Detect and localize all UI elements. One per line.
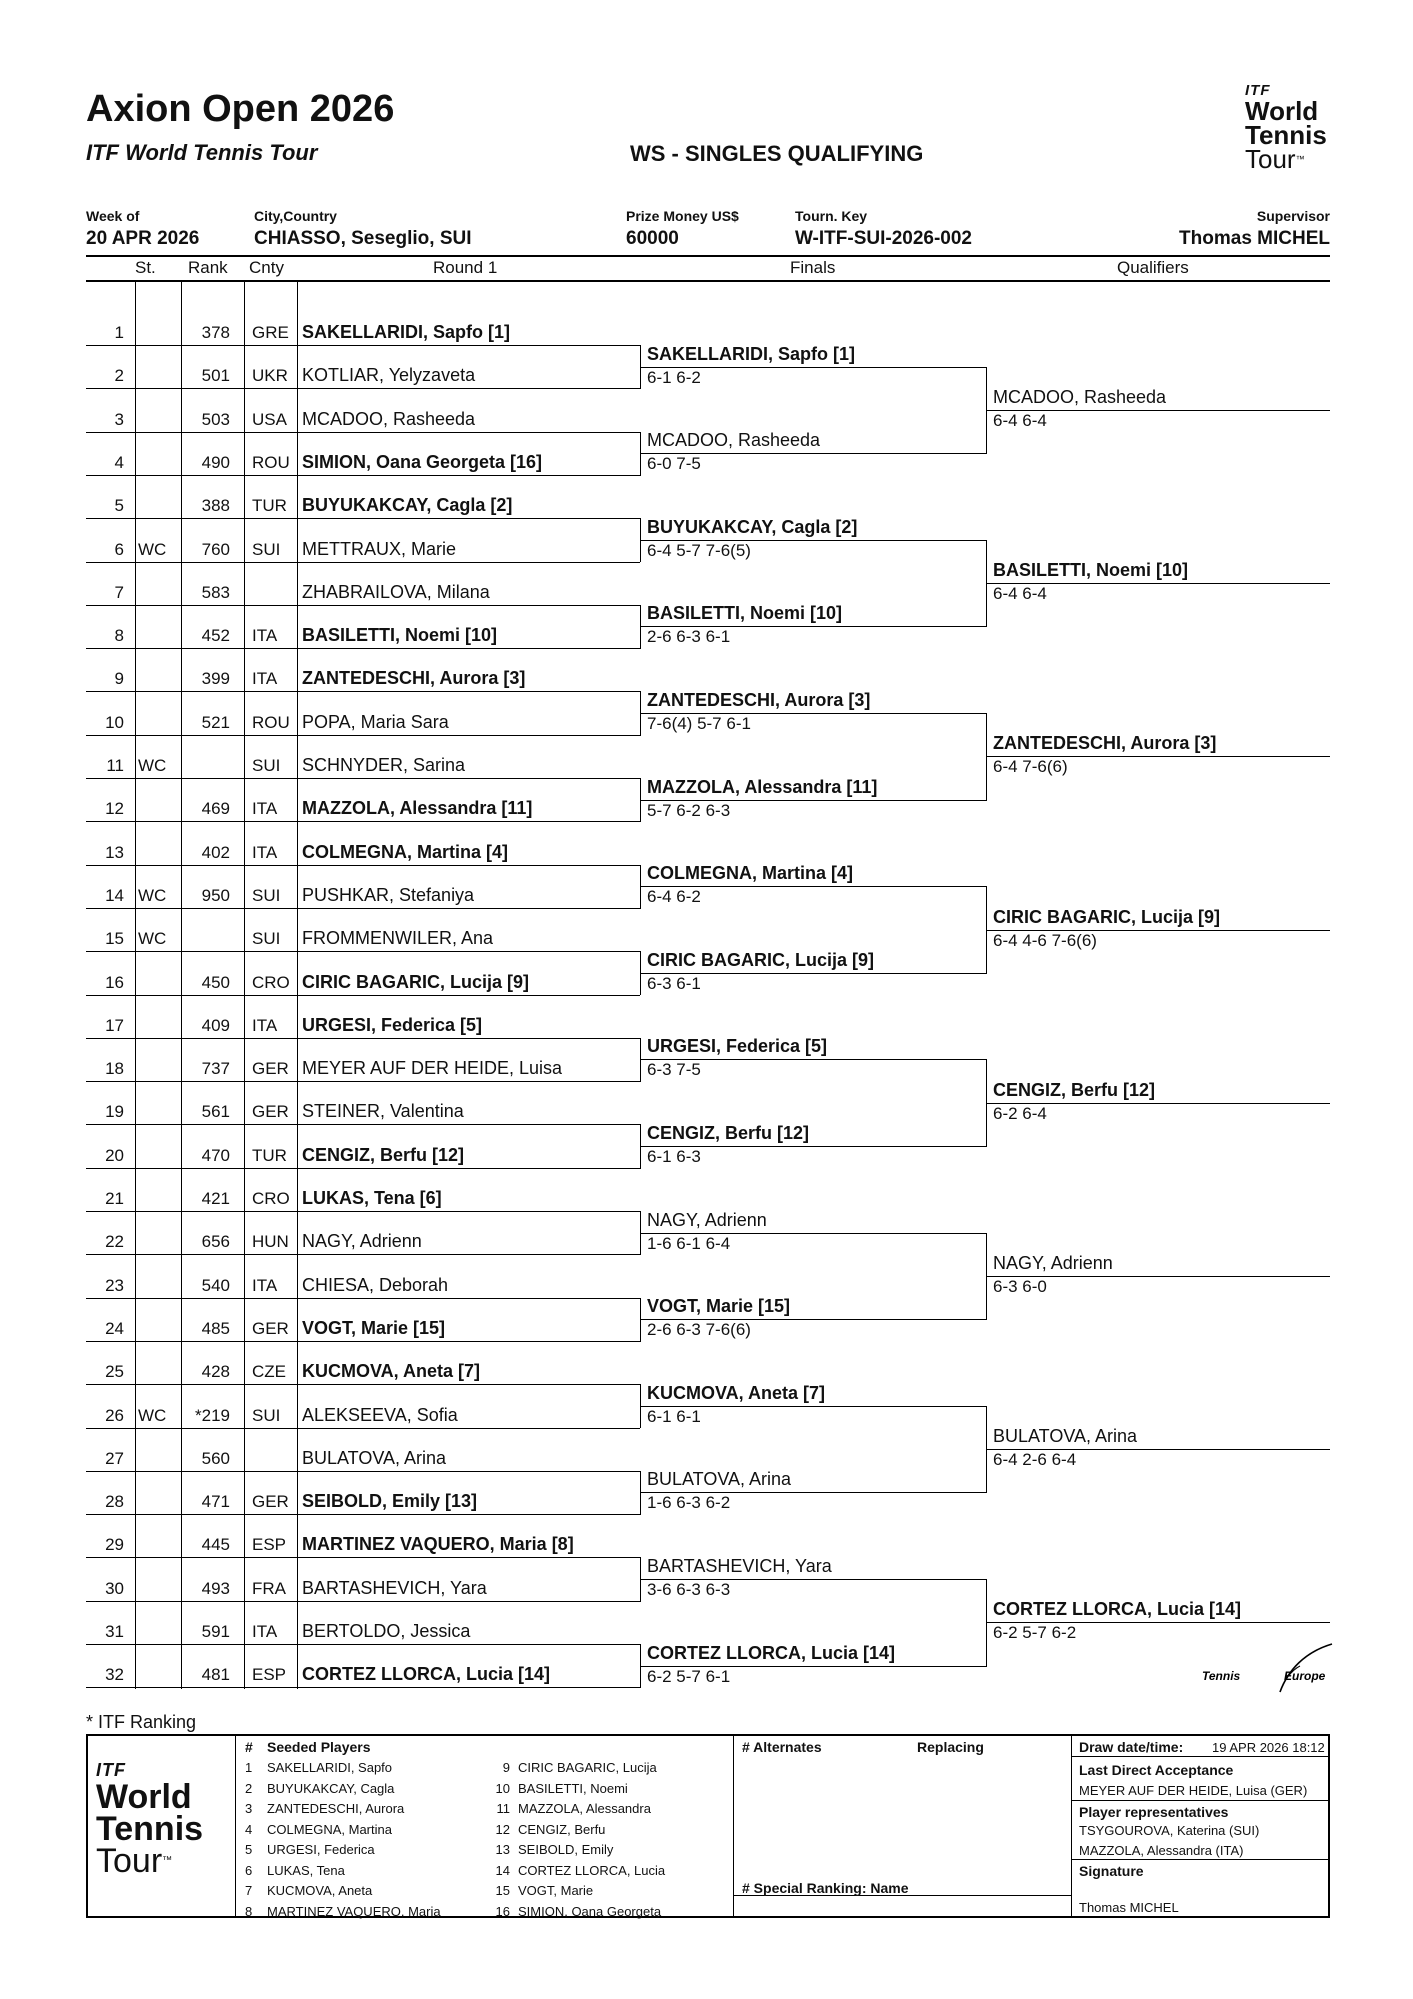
tennis-europe-logo — [1200, 1640, 1340, 1700]
seed-number: 15 — [495, 1883, 510, 1898]
draw-position: 26 — [105, 1405, 124, 1425]
seed-name: VOGT, Marie — [518, 1883, 594, 1898]
player-country: TUR — [252, 1145, 287, 1165]
col-qualifiers: Qualifiers — [1117, 258, 1189, 277]
seed-name: MAZZOLA, Alessandra — [518, 1801, 651, 1816]
round2-score: 6-1 6-1 — [647, 1406, 701, 1426]
round2-winner: VOGT, Marie [15] — [647, 1296, 791, 1317]
row-col-divider — [297, 282, 298, 1689]
player-name: STEINER, Valentina — [302, 1101, 464, 1122]
player-rank: 950 — [201, 885, 230, 905]
draw-position: 31 — [105, 1622, 124, 1641]
qualifier-name: CIRIC BAGARIC, Lucija [9] — [993, 906, 1221, 927]
player-rank: 388 — [201, 496, 230, 516]
draw-position: 29 — [105, 1535, 124, 1555]
rep-1: TSYGOUROVA, Katerina (SUI) — [1079, 1823, 1260, 1838]
player-rank: 503 — [201, 409, 230, 429]
round2-winner: KUCMOVA, Aneta [7] — [647, 1382, 826, 1403]
round2-winner: CORTEZ LLORCA, Lucia [14] — [647, 1642, 896, 1663]
seed-number: 11 — [496, 1801, 510, 1816]
player-name: BUYUKAKCAY, Cagla [2] — [302, 495, 513, 516]
round2-score: 6-3 7-5 — [647, 1060, 701, 1080]
round2-winner: CENGIZ, Berfu [12] — [647, 1123, 810, 1144]
qualifier-name: MCADOO, Rasheeda — [993, 386, 1167, 407]
seed-number: 9 — [502, 1760, 510, 1775]
player-country: ITA — [252, 1015, 278, 1035]
draw-date-label: Draw date/time: — [1079, 1739, 1184, 1755]
draw-position: 13 — [105, 842, 124, 862]
player-name: URGESI, Federica [5] — [302, 1014, 483, 1035]
seed-name: CENGIZ, Berfu — [518, 1821, 606, 1837]
alternates-label: # Alternates — [742, 1739, 822, 1755]
entry-status: WC — [138, 756, 167, 775]
round2-score: 2-6 6-3 6-1 — [647, 627, 731, 647]
seed-number: 16 — [495, 1903, 510, 1919]
seed-name: BUYUKAKCAY, Cagla — [267, 1780, 395, 1796]
rep-2: MAZZOLA, Alessandra (ITA) — [1079, 1843, 1244, 1858]
seed-number: 1 — [245, 1760, 253, 1775]
player-country: FRA — [252, 1578, 286, 1598]
player-rank: 421 — [201, 1189, 230, 1208]
logo-tennis-text: Tennis — [1245, 120, 1327, 150]
player-country: USA — [252, 409, 287, 429]
player-country: HUN — [252, 1232, 289, 1252]
city-label: City,Country — [254, 208, 337, 224]
round2-winner: MAZZOLA, Alessandra [11] — [647, 776, 878, 797]
player-line — [86, 388, 640, 389]
seed-number: 6 — [245, 1862, 253, 1878]
player-line — [86, 1341, 640, 1342]
draw-position: 21 — [105, 1189, 124, 1208]
player-line — [86, 1124, 640, 1125]
draw-position: 24 — [105, 1318, 124, 1338]
draw-position: 14 — [105, 885, 124, 905]
round2-score: 5-7 6-2 6-3 — [647, 800, 731, 820]
draw-position: 2 — [114, 366, 124, 386]
seed-number: 13 — [495, 1842, 510, 1857]
player-country: ITA — [252, 1622, 278, 1641]
player-rank: 402 — [201, 842, 230, 862]
player-country: SUI — [252, 539, 281, 559]
player-line — [86, 865, 640, 866]
player-country: GER — [252, 1102, 289, 1122]
player-rank: 591 — [201, 1622, 230, 1641]
draw-position: 18 — [105, 1059, 124, 1079]
player-rank: 399 — [201, 669, 230, 689]
player-rank: 409 — [201, 1015, 230, 1035]
player-name: BERTOLDO, Jessica — [302, 1621, 471, 1641]
week-value: 20 APR 2026 — [86, 228, 200, 249]
col-cnty: Cnty — [249, 258, 284, 277]
seed-number: 14 — [495, 1862, 510, 1878]
seeded-hash: # — [245, 1739, 253, 1755]
player-country: SUI — [252, 929, 281, 949]
player-rank: 540 — [201, 1275, 230, 1295]
round2-winner: URGESI, Federica [5] — [647, 1036, 828, 1057]
seed-name: SIMION, Oana Georgeta — [518, 1903, 662, 1919]
player-rank: 521 — [201, 712, 230, 732]
player-name: CHIESA, Deborah — [302, 1274, 449, 1295]
seed-name: CORTEZ LLORCA, Lucia — [518, 1862, 666, 1878]
seed-number: 4 — [245, 1821, 253, 1837]
player-name: SCHNYDER, Sarina — [302, 755, 466, 775]
player-country: CRO — [252, 1189, 290, 1208]
logo-tour-text: Tour™ — [1245, 144, 1305, 174]
seed-number: 2 — [245, 1780, 253, 1796]
player-country: SUI — [252, 756, 281, 775]
player-rank: 501 — [201, 366, 230, 386]
draw-position: 16 — [105, 972, 124, 992]
player-name: PUSHKAR, Stefaniya — [302, 884, 475, 905]
round2-winner: BASILETTI, Noemi [10] — [647, 603, 843, 624]
seed-number: 7 — [245, 1883, 253, 1898]
key-value: W-ITF-SUI-2026-002 — [795, 228, 972, 249]
column-head-rule — [86, 280, 1330, 282]
seed-name: SAKELLARIDI, Sapfo — [267, 1760, 393, 1775]
round2-winner: MCADOO, Rasheeda — [647, 430, 821, 451]
draw-position: 11 — [106, 756, 124, 775]
round2-score: 6-3 6-1 — [647, 973, 701, 993]
seed-number: 8 — [245, 1903, 253, 1919]
draw-position: 27 — [105, 1448, 124, 1468]
draw-position: 17 — [105, 1015, 124, 1035]
draw-position: 9 — [114, 669, 124, 689]
qualifier-score: 6-2 6-4 — [993, 1103, 1047, 1123]
draw-position: 23 — [105, 1275, 124, 1295]
round2-score: 7-6(4) 5-7 6-1 — [647, 714, 751, 734]
round2-score: 1-6 6-1 6-4 — [647, 1233, 731, 1253]
round2-score: 6-4 6-2 — [647, 887, 701, 907]
seed-name: BASILETTI, Noemi — [518, 1780, 628, 1796]
round2-winner: SAKELLARIDI, Sapfo [1] — [647, 343, 856, 364]
player-rank: 452 — [201, 626, 230, 646]
player-rank: 561 — [201, 1102, 230, 1122]
ranking-note: * ITF Ranking — [86, 1712, 197, 1732]
tennis-europe-text-europe: Europe — [1284, 1669, 1326, 1683]
player-line — [86, 1038, 640, 1039]
player-line — [86, 951, 640, 952]
player-rank: 469 — [201, 799, 230, 819]
player-line — [86, 345, 640, 346]
itf-world-tennis-tour-logo-footer: ITF World Tennis Tour™ — [96, 1760, 204, 1880]
seed-name: CIRIC BAGARIC, Lucija — [518, 1760, 657, 1775]
entry-status: WC — [138, 885, 167, 905]
special-ranking-label: # Special Ranking: Name — [742, 1880, 909, 1896]
seed-number: 12 — [495, 1821, 510, 1837]
player-name: CIRIC BAGARIC, Lucija [9] — [302, 971, 530, 992]
player-line — [86, 562, 640, 563]
player-country: SUI — [252, 885, 281, 905]
event-title: WS - SINGLES QUALIFYING — [630, 141, 924, 166]
qualifier-name: CORTEZ LLORCA, Lucia [14] — [993, 1599, 1242, 1620]
draw-position: 10 — [105, 712, 124, 732]
player-name: METTRAUX, Marie — [302, 538, 457, 559]
draw-position: 6 — [114, 539, 124, 559]
player-line — [86, 908, 640, 909]
round2-score: 6-1 6-3 — [647, 1147, 701, 1167]
logo-world-text: World — [1245, 96, 1319, 126]
player-name: KOTLIAR, Yelyzaveta — [302, 365, 476, 386]
player-line — [86, 691, 640, 692]
player-name: CENGIZ, Berfu [12] — [302, 1144, 465, 1165]
player-country: GER — [252, 1318, 289, 1338]
qualifier-score: 6-4 6-4 — [993, 584, 1047, 604]
seed-name: KUCMOVA, Aneta — [267, 1883, 373, 1898]
signature-label: Signature — [1079, 1863, 1144, 1879]
qualifier-score: 6-4 6-4 — [993, 410, 1047, 430]
player-line — [86, 1168, 640, 1169]
tennis-europe-text-tennis: Tennis — [1202, 1669, 1241, 1683]
col-round1: Round 1 — [433, 258, 498, 277]
round2-score: 2-6 6-3 7-6(6) — [647, 1320, 751, 1340]
draw-position: 28 — [105, 1492, 124, 1512]
player-name: ALEKSEEVA, Sofia — [302, 1404, 458, 1425]
player-name: SAKELLARIDI, Sapfo [1] — [302, 322, 511, 342]
player-name: MARTINEZ VAQUERO, Maria [8] — [302, 1534, 574, 1555]
player-rank: 656 — [201, 1232, 230, 1252]
seed-number: 5 — [245, 1842, 253, 1857]
player-rank: 560 — [201, 1448, 230, 1468]
player-line — [86, 1428, 640, 1429]
qualifier-name: BULATOVA, Arina — [993, 1426, 1138, 1447]
draw-position: 8 — [114, 626, 124, 646]
draw-position: 5 — [114, 496, 124, 516]
player-name: ZANTEDESCHI, Aurora [3] — [302, 668, 526, 689]
seed-name: URGESI, Federica — [267, 1842, 375, 1857]
seed-name: LUKAS, Tena — [267, 1862, 345, 1878]
round2-score: 6-1 6-2 — [647, 367, 701, 387]
round2-score: 6-0 7-5 — [647, 454, 701, 474]
round2-score: 1-6 6-3 6-2 — [647, 1493, 731, 1513]
player-line — [86, 1557, 640, 1558]
draw-position: 3 — [114, 409, 124, 429]
player-line — [86, 1687, 640, 1688]
player-line — [86, 1514, 640, 1515]
entry-status: WC — [138, 539, 167, 559]
player-line — [86, 1211, 640, 1212]
col-finals: Finals — [790, 258, 836, 277]
draw-position: 12 — [105, 799, 124, 819]
seed-name: MARTINEZ VAQUERO, Maria — [267, 1903, 441, 1919]
player-name: POPA, Maria Sara — [302, 711, 449, 732]
player-line — [86, 1081, 640, 1082]
draw-position: 22 — [105, 1232, 124, 1252]
player-rank: *219 — [195, 1405, 230, 1425]
player-rank: 493 — [201, 1578, 230, 1598]
round2-winner: BARTASHEVICH, Yara — [647, 1556, 832, 1577]
player-line — [86, 1298, 640, 1299]
player-rank: 485 — [201, 1318, 230, 1338]
player-country: UKR — [252, 366, 288, 386]
row-col-divider — [244, 282, 245, 1689]
player-line — [86, 1471, 640, 1472]
player-name: SIMION, Oana Georgeta [16] — [302, 451, 543, 472]
round2-winner: BULATOVA, Arina — [647, 1469, 792, 1490]
player-country: CZE — [252, 1362, 286, 1382]
player-rank: 450 — [201, 972, 230, 992]
lda-value: MEYER AUF DER HEIDE, Luisa (GER) — [1079, 1783, 1308, 1798]
col-st: St. — [135, 258, 156, 277]
player-country: ITA — [252, 626, 278, 646]
player-country: ITA — [252, 1275, 278, 1295]
player-rank: 470 — [201, 1145, 230, 1165]
signature-value: Thomas MICHEL — [1079, 1900, 1179, 1915]
player-rank: 737 — [201, 1059, 230, 1079]
player-country: ITA — [252, 799, 278, 819]
seeded-title: Seeded Players — [267, 1739, 371, 1755]
prize-value: 60000 — [626, 228, 679, 249]
player-line — [86, 605, 640, 606]
header-rule — [86, 255, 1330, 257]
qualifier-score: 6-4 7-6(6) — [993, 757, 1068, 777]
qualifier-name: CENGIZ, Berfu [12] — [993, 1079, 1156, 1100]
seed-number: 3 — [245, 1801, 253, 1816]
player-line — [86, 1254, 640, 1255]
draw-position: 20 — [105, 1145, 124, 1165]
row-col-divider — [135, 282, 136, 1689]
player-name: COLMEGNA, Martina [4] — [302, 841, 509, 862]
round2-winner: BUYUKAKCAY, Cagla [2] — [647, 516, 858, 537]
round2-winner: COLMEGNA, Martina [4] — [647, 863, 854, 884]
round2-winner: CIRIC BAGARIC, Lucija [9] — [647, 949, 875, 970]
player-name: LUKAS, Tena [6] — [302, 1188, 442, 1208]
player-country: ITA — [252, 669, 278, 689]
player-rank: 583 — [201, 582, 230, 602]
draw-date-value: 19 APR 2026 18:12 — [1212, 1740, 1325, 1755]
player-rank: 378 — [201, 323, 230, 342]
logo-itf-text: ITF — [1245, 82, 1271, 99]
player-name: BASILETTI, Noemi [10] — [302, 625, 498, 646]
player-rank: 760 — [201, 539, 230, 559]
prize-label: Prize Money US$ — [626, 208, 739, 224]
col-rank: Rank — [188, 258, 228, 277]
draw-position: 19 — [105, 1102, 124, 1122]
player-name: CORTEZ LLORCA, Lucia [14] — [302, 1664, 551, 1685]
player-line — [86, 1601, 640, 1602]
player-country: TUR — [252, 496, 287, 516]
round2-score: 3-6 6-3 6-3 — [647, 1580, 731, 1600]
player-line — [86, 735, 640, 736]
draw-position: 15 — [105, 929, 124, 949]
supervisor-label: Supervisor — [1256, 208, 1330, 224]
player-country: ROU — [252, 712, 290, 732]
qualifier-name: NAGY, Adrienn — [993, 1252, 1113, 1273]
draw-position: 4 — [114, 452, 124, 472]
qualifier-score: 6-3 6-0 — [993, 1276, 1047, 1296]
lda-label: Last Direct Acceptance — [1079, 1762, 1234, 1778]
tour-subtitle: ITF World Tennis Tour — [86, 140, 318, 165]
player-line — [86, 518, 640, 519]
player-name: VOGT, Marie [15] — [302, 1317, 446, 1338]
player-line — [86, 1644, 640, 1645]
draw-position: 25 — [105, 1362, 124, 1382]
qualifier-name: ZANTEDESCHI, Aurora [3] — [993, 733, 1217, 754]
draw-position: 32 — [105, 1665, 124, 1685]
city-value: CHIASSO, Seseglio, SUI — [254, 228, 472, 249]
player-country: GRE — [252, 323, 289, 342]
round2-score: 6-4 5-7 7-6(5) — [647, 540, 751, 560]
seed-name: ZANTEDESCHI, Aurora — [267, 1801, 405, 1816]
player-name: NAGY, Adrienn — [302, 1231, 422, 1252]
player-line — [86, 475, 640, 476]
qualifier-score: 6-2 5-7 6-2 — [993, 1623, 1077, 1643]
supervisor-value: Thomas MICHEL — [1179, 228, 1330, 249]
player-name: MEYER AUF DER HEIDE, Luisa — [302, 1058, 563, 1079]
seed-number: 10 — [495, 1780, 510, 1796]
player-country: CRO — [252, 972, 290, 992]
player-country: ESP — [252, 1535, 287, 1555]
player-country: ESP — [252, 1665, 287, 1685]
draw-position: 1 — [114, 323, 124, 342]
qualifier-score: 6-4 4-6 7-6(6) — [993, 930, 1097, 950]
player-name: KUCMOVA, Aneta [7] — [302, 1361, 481, 1382]
player-name: ZHABRAILOVA, Milana — [302, 581, 490, 602]
player-rank: 445 — [201, 1535, 230, 1555]
player-line — [86, 648, 640, 649]
round2-winner: NAGY, Adrienn — [647, 1209, 767, 1230]
player-rank: 428 — [201, 1362, 230, 1382]
player-country: ROU — [252, 452, 290, 472]
itf-world-tennis-tour-logo — [1245, 82, 1345, 174]
player-name: FROMMENWILER, Ana — [302, 928, 494, 949]
player-name: SEIBOLD, Emily [13] — [302, 1491, 478, 1512]
player-name: MCADOO, Rasheeda — [302, 408, 476, 429]
player-country: ITA — [252, 842, 278, 862]
tournament-title: Axion Open 2026 — [86, 88, 395, 130]
player-rank: 471 — [201, 1492, 230, 1512]
player-name: MAZZOLA, Alessandra [11] — [302, 798, 533, 819]
seed-name: COLMEGNA, Martina — [267, 1821, 392, 1837]
player-country: GER — [252, 1059, 289, 1079]
round2-winner: ZANTEDESCHI, Aurora [3] — [647, 690, 871, 711]
entry-status: WC — [138, 1405, 167, 1425]
qualifier-name: BASILETTI, Noemi [10] — [993, 560, 1189, 581]
qualifier-score: 6-4 2-6 6-4 — [993, 1450, 1077, 1470]
player-country: GER — [252, 1492, 289, 1512]
player-name: BARTASHEVICH, Yara — [302, 1577, 487, 1598]
player-name: BULATOVA, Arina — [302, 1447, 447, 1468]
draw-position: 7 — [114, 582, 124, 602]
player-rank: 481 — [201, 1665, 230, 1685]
player-rank: 490 — [201, 452, 230, 472]
player-country: SUI — [252, 1405, 281, 1425]
draw-position: 30 — [105, 1578, 124, 1598]
player-line — [86, 821, 640, 822]
player-line — [86, 778, 640, 779]
player-line — [86, 432, 640, 433]
replacing-label: Replacing — [917, 1739, 984, 1755]
week-label: Week of — [86, 208, 140, 224]
player-line — [86, 995, 640, 996]
reps-label: Player representatives — [1079, 1804, 1229, 1820]
key-label: Tourn. Key — [795, 208, 868, 224]
round2-score: 6-2 5-7 6-1 — [647, 1666, 731, 1686]
player-line — [86, 1384, 640, 1385]
seed-name: SEIBOLD, Emily — [518, 1842, 614, 1857]
entry-status: WC — [138, 929, 167, 949]
